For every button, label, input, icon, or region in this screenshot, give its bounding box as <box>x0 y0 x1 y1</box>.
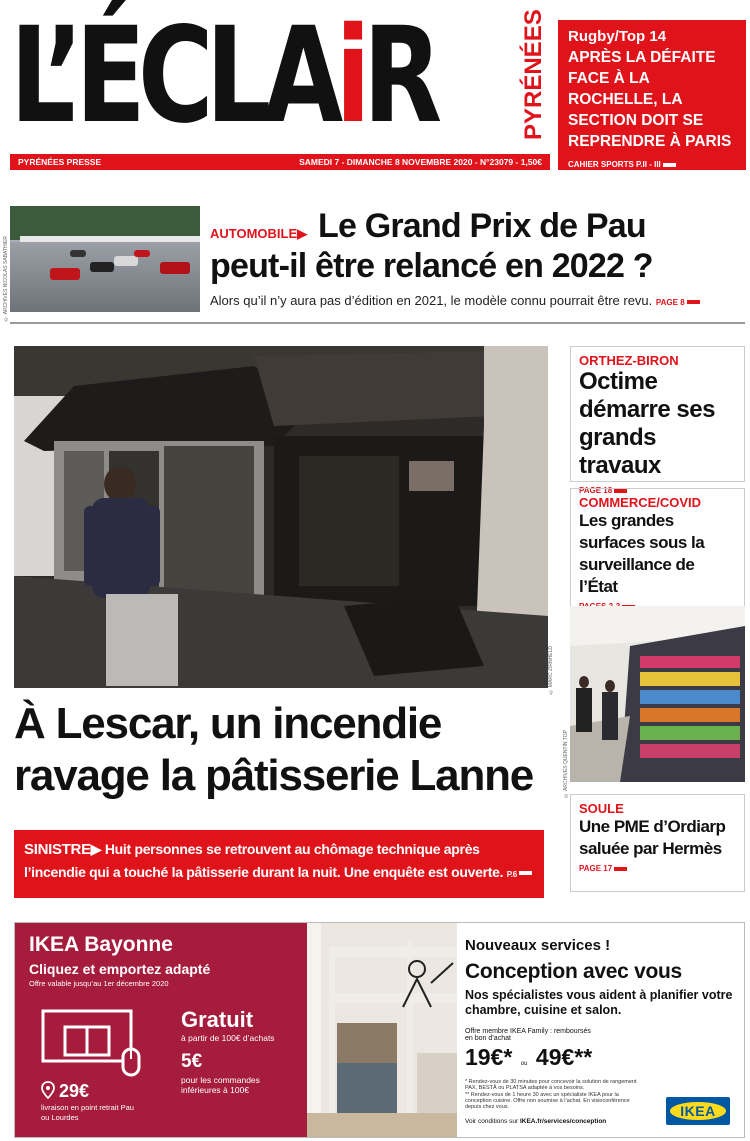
page-ref-bar <box>687 300 700 304</box>
location-pin-icon <box>41 1081 55 1099</box>
ikea-pickup-price: 29€ <box>59 1081 90 1101</box>
sinistre-teaser[interactable] <box>14 830 544 898</box>
soule-headline: Une PME d’Ordiarp saluée par Hermès <box>579 817 726 858</box>
photo-credit: © ARCHIVES QUENTIN TOP <box>563 730 569 799</box>
rugby-page-ref: CAHIER SPORTS P.II - III <box>568 160 736 169</box>
fire-headline-line1: À Lescar, un incendie <box>14 699 442 748</box>
fire-photo[interactable] <box>14 346 548 688</box>
fire-headline[interactable] <box>14 698 533 802</box>
gp-kicker: AUTOMOBILE▶ <box>210 226 308 241</box>
photo-credit: © MARC ZIRNHELD <box>548 646 554 695</box>
issue-date-price: SAMEDI 7 - DIMANCHE 8 NOVEMBRE 2020 - N°23079 - 1,50€ <box>299 157 542 167</box>
soule-page-ref: PAGE 17 <box>579 864 736 873</box>
ikea-price-1: 19€* <box>465 1044 513 1070</box>
ikea-offer-panel <box>15 923 307 1138</box>
orthez-kicker: ORTHEZ-BIRON <box>579 353 679 368</box>
sidebar-story-soule[interactable] <box>570 794 745 892</box>
ikea-price-sep: ou <box>520 1061 528 1067</box>
ikea-five-price: 5€ <box>181 1051 203 1072</box>
ikea-free-title: Gratuit <box>181 1007 254 1032</box>
rugby-teaser[interactable] <box>558 20 746 170</box>
orthez-page-ref: PAGE 18 <box>579 486 736 495</box>
supermarket-photo[interactable] <box>570 606 745 782</box>
masthead-edition: PYRÉNÉES <box>520 9 547 140</box>
commerce-kicker: COMMERCE/COVID <box>579 495 702 510</box>
ikea-url-line: Voir conditions sur IKEA.fr/services/conception <box>465 1118 607 1125</box>
ikea-advert[interactable] <box>14 922 745 1138</box>
ikea-url[interactable]: IKEA.fr/services/conception <box>519 1118 607 1125</box>
ikea-conception-sub: Nos spécialistes vous aident à planifier votre chambre, cuisine et salon. <box>465 988 733 1017</box>
page-ref-bar <box>663 163 676 167</box>
ikea-fine-print-2: ** Rendez-vous de 1 heure 30 avec un spécialiste IKEA pour la conception cuisine. Offre non soumise à l’achat. En visioconférence depuis chez vous. <box>465 1092 630 1110</box>
ikea-tagline: Cliquez et emportez adapté <box>29 961 211 977</box>
divider <box>10 322 745 324</box>
ikea-conception-title: Conception avec vous <box>465 960 682 983</box>
rugby-kicker: Rugby/Top 14 <box>568 28 667 45</box>
ikea-free-sub: à partir de 100€ d’achats <box>181 1033 275 1043</box>
masthead-logo: L’ÉCLAiR <box>10 0 435 153</box>
ikea-fine-print-1: * Rendez-vous de 30 minutes pour concevoir la solution de rangement PAX, BESTÅ ou PLATSA adaptée à vos besoins. <box>465 1079 637 1091</box>
dateline-bar <box>10 154 550 170</box>
fire-headline-line2: ravage la pâtisserie Lanne <box>14 751 534 800</box>
ikea-bedroom-photo <box>307 923 457 1138</box>
sidebar-story-commerce[interactable] <box>570 488 745 606</box>
page-ref-bar <box>614 867 627 871</box>
grand-prix-photo[interactable] <box>10 206 200 312</box>
ikea-five-sub: pour les commandes inférieures à 100€ <box>181 1075 260 1095</box>
commerce-headline: Les grandes surfaces sous la surveillance de l’État <box>579 511 705 596</box>
click-collect-icon <box>41 1009 151 1079</box>
gp-headline-line2[interactable]: peut-il être relancé en 2022 ? <box>210 247 653 285</box>
soule-kicker: SOULE <box>579 801 624 816</box>
ikea-prices <box>465 1044 738 1071</box>
ikea-member-offer: Offre membre IKEA Family : remboursés en bon d’achat <box>465 1028 591 1042</box>
ikea-store: IKEA Bayonne <box>29 933 173 956</box>
ikea-price-2: 49€** <box>535 1044 593 1070</box>
sinistre-dek: SINISTRE▶ Huit personnes se retrouvent au chômage technique après l’incendie qui a touché la pâtisserie durant la nuit. Une enquête est ouverte. P.6 <box>24 838 534 886</box>
ikea-validity: Offre valable jusqu’au 1er décembre 2020 <box>29 979 169 988</box>
publisher: PYRÉNÉES PRESSE <box>18 157 102 167</box>
ikea-new-services: Nouveaux services ! <box>465 937 611 954</box>
rugby-headline: APRÈS LA DÉFAITE FACE À LA ROCHELLE, LA SECTION DOIT SE REPRENDRE À PARIS <box>568 49 732 150</box>
orthez-headline: Octime démarre ses grands travaux <box>579 368 715 479</box>
photo-credit: © ARCHIVES NICOLAS SABATHIER <box>3 236 9 322</box>
ikea-pickup-sub: livraison en point retrait Pau ou Lourdes <box>41 1103 134 1122</box>
sidebar-story-orthez[interactable] <box>570 346 745 495</box>
gp-headline[interactable]: Le Grand Prix de Pau <box>318 207 646 245</box>
gp-dek: Alors qu’il n’y aura pas d’édition en 2021, le modèle connu pourrait être revu. PAGE 8 <box>210 293 700 308</box>
page-ref-bar <box>519 871 532 875</box>
ikea-logo: IKEA <box>666 1097 730 1125</box>
